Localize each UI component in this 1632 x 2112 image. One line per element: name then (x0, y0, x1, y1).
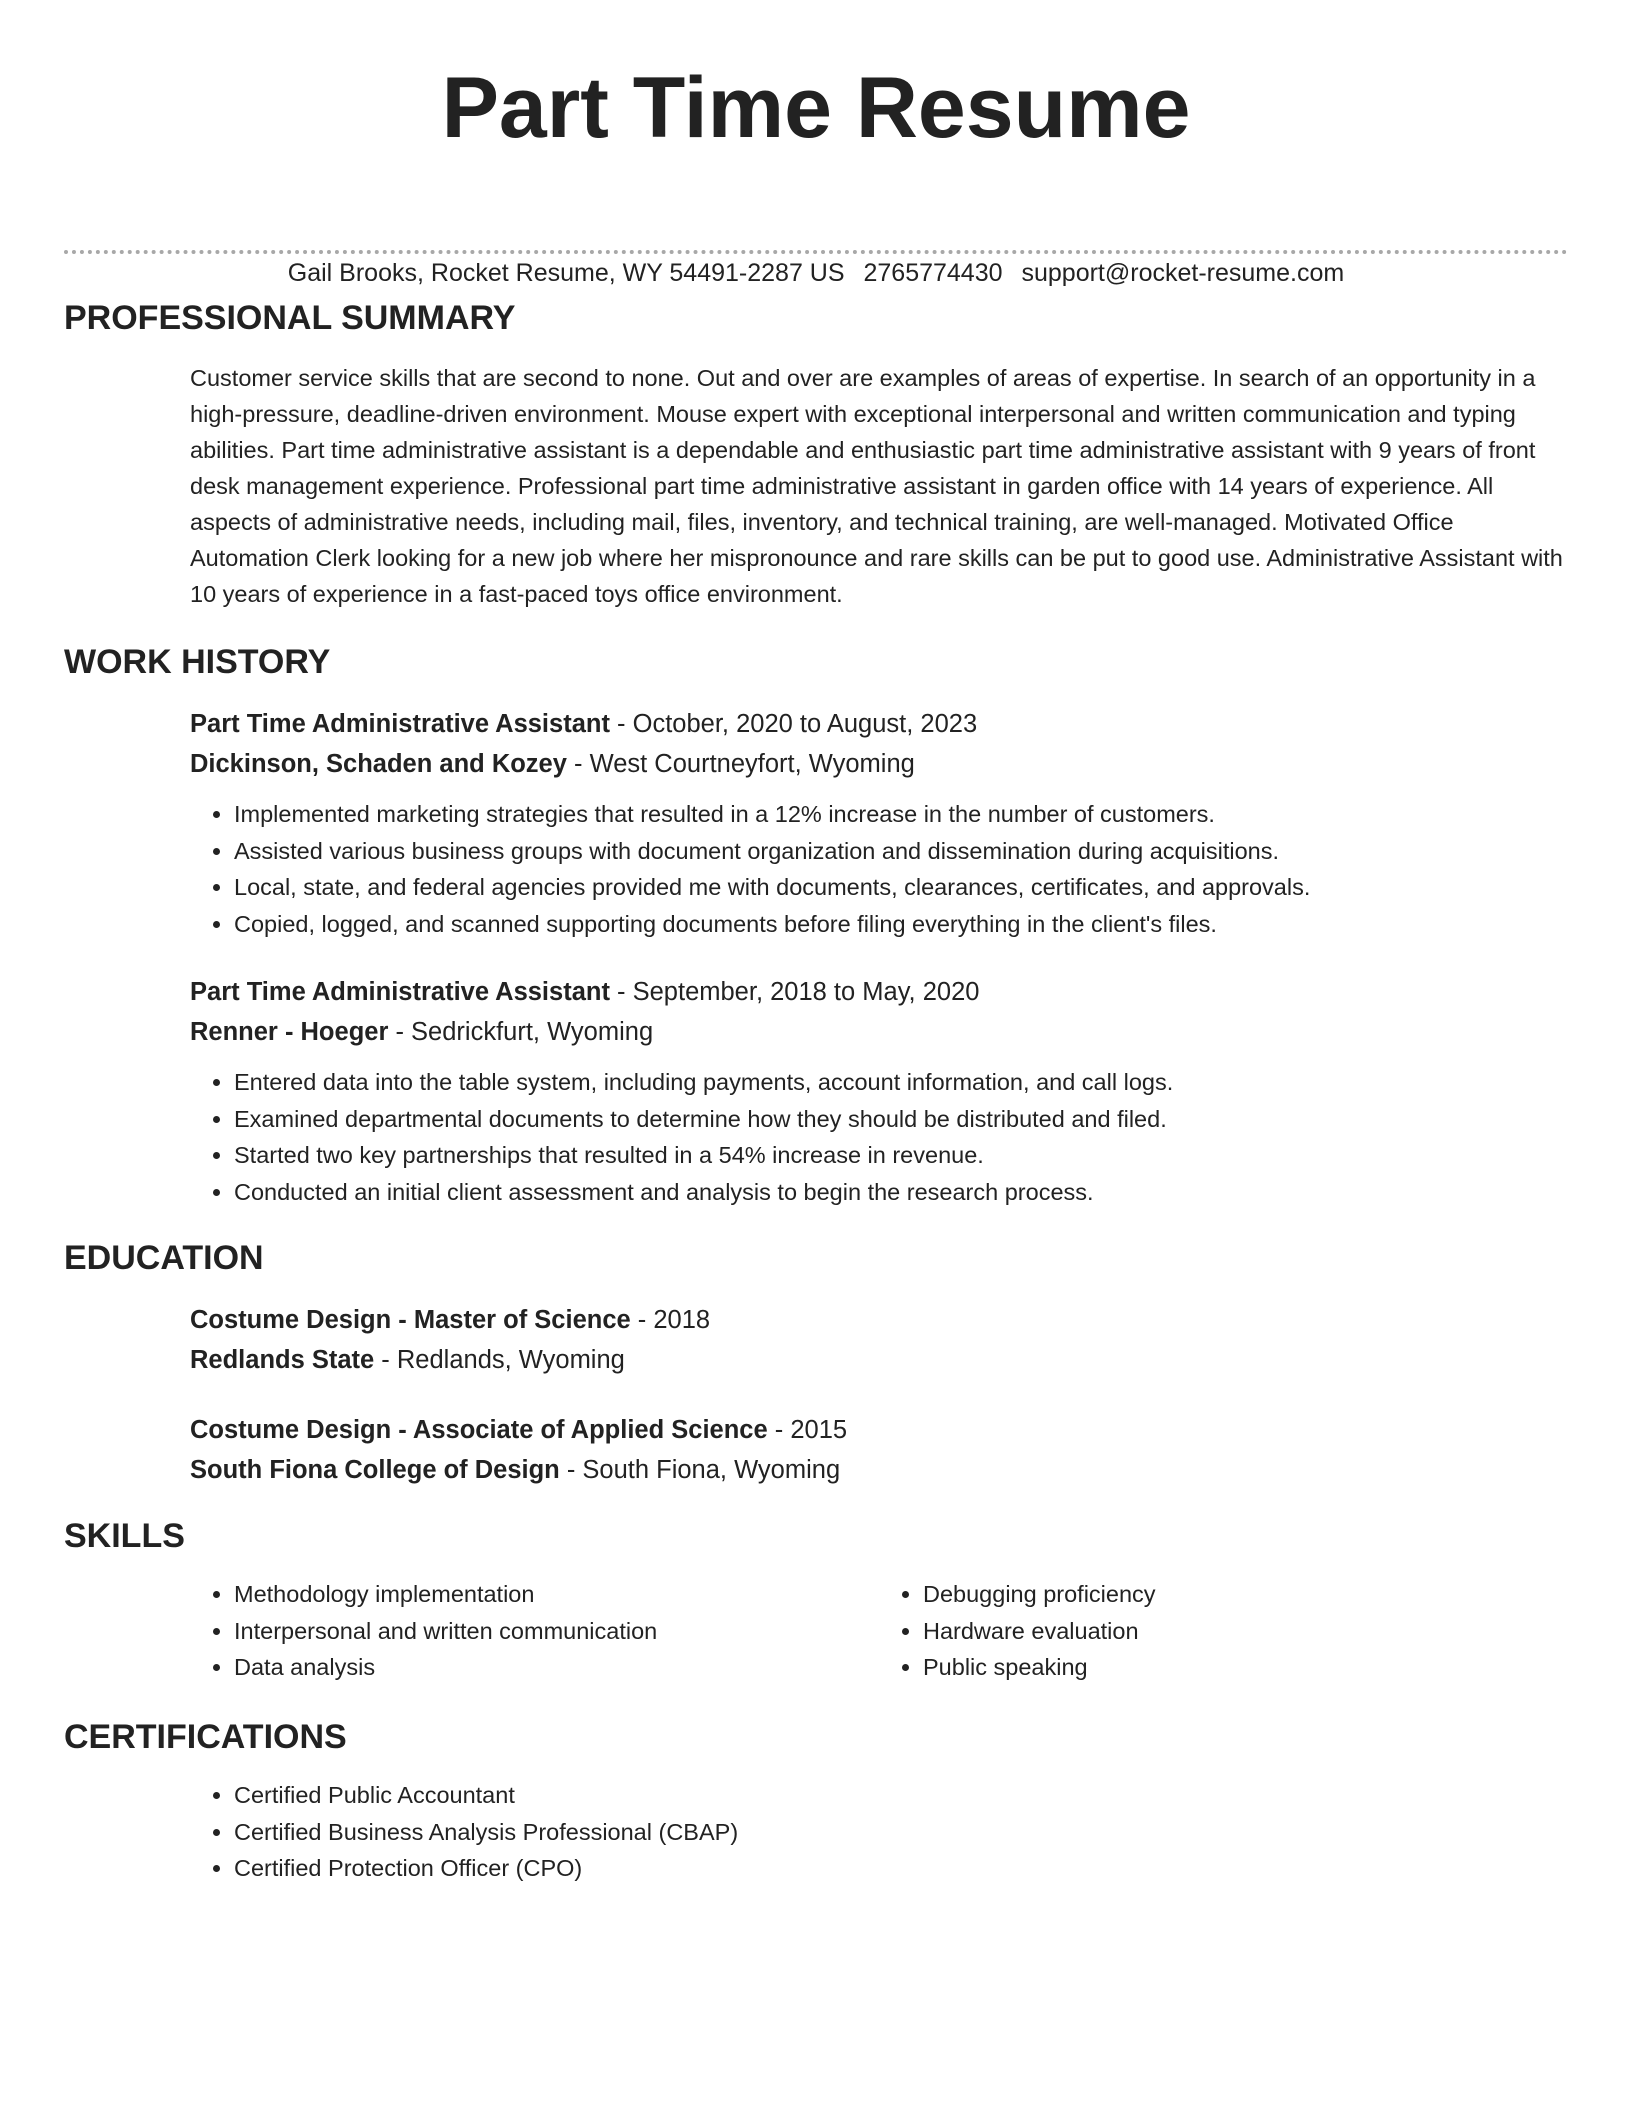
school-line (190, 1340, 1568, 1380)
job-entry (190, 972, 1568, 1052)
education-heading: EDUCATION (64, 1239, 264, 1277)
skills-section (64, 1514, 1568, 1686)
list-item: • Conducted an initial client assessment and analysis to begin the research process. (234, 1174, 1568, 1211)
certifications-section (64, 1715, 1568, 1887)
list-item: • Data analysis (234, 1649, 879, 1686)
job-title-line (190, 704, 1568, 744)
degree-line (190, 1300, 1568, 1340)
certifications-heading: CERTIFICATIONS (64, 1718, 347, 1756)
list-item: • Started two key partnerships that resulted in a 54% increase in revenue. (234, 1137, 1568, 1174)
degree: Costume Design - Associate of Applied Science (190, 1416, 768, 1444)
school-line (190, 1450, 1568, 1490)
education-entry (190, 1410, 1568, 1490)
summary-section (64, 296, 1568, 612)
job-location: - West Courtneyfort, Wyoming (566, 750, 915, 778)
resume-page (64, 0, 1568, 1881)
contact-address: Gail Brooks, Rocket Resume, WY 54491-2287 US (287, 259, 845, 287)
list-item: • Methodology implementation (234, 1576, 879, 1613)
school-location: - Redlands, Wyoming (374, 1346, 625, 1374)
contact-phone: 2765774430 (863, 259, 1003, 287)
list-item: • Local, state, and federal agencies provided me with documents, clearances, certificates, and approvals. (234, 869, 1568, 906)
skills-heading: SKILLS (64, 1517, 185, 1555)
education-section (64, 1236, 1568, 1490)
list-item: • Interpersonal and written communication (234, 1613, 879, 1650)
skills-grid (190, 1576, 1568, 1686)
summary-text: Customer service skills that are second to none. Out and over are examples of areas of expertise. In search of an opportunity in a high-pressure, deadline-driven environment. Mouse expert with exceptional interpersonal and written communication and typing abilities. Part time administrative assistant is a dependable and enthusiastic part time administrative assistant with 9 years of front desk management experience. Professional part time administrative assistant in garden office with 14 years of experience. All aspects of administrative needs, including mail, files, inventory, and technical training, are well-managed. Motivated Office Automation Clerk looking for a new job where her mispronounce and rare skills can be put to good use. Administrative Assistant with 10 years of experience in a fast-paced toys office environment. (190, 365, 1563, 607)
job-company-line (190, 744, 1568, 784)
job-company-line (190, 1012, 1568, 1052)
degree-year: - 2018 (630, 1306, 711, 1334)
list-item: • Entered data into the table system, including payments, account information, and call logs. (234, 1064, 1568, 1101)
list-item: • Hardware evaluation (923, 1613, 1568, 1650)
list-item: • Certified Protection Officer (CPO) (234, 1850, 1568, 1887)
job-title-line (190, 972, 1568, 1012)
certifications-list (190, 1777, 1568, 1887)
job-company: Dickinson, Schaden and Kozey (190, 750, 567, 778)
work-history-section (64, 640, 1568, 1210)
job-title: Part Time Administrative Assistant (190, 710, 610, 738)
job-bullets (190, 1064, 1568, 1210)
school: Redlands State (190, 1346, 375, 1374)
school-location: - South Fiona, Wyoming (559, 1456, 841, 1484)
work-history-heading: WORK HISTORY (64, 643, 331, 681)
degree-line (190, 1410, 1568, 1450)
job-dates: - September, 2018 to May, 2020 (609, 978, 980, 1006)
list-item: • Assisted various business groups with document organization and dissemination during acquisitions. (234, 833, 1568, 870)
job-location: - Sedrickfurt, Wyoming (388, 1018, 654, 1046)
contact-email: support@rocket-resume.com (1021, 259, 1345, 287)
skills-column-left (190, 1576, 879, 1686)
list-item: • Implemented marketing strategies that resulted in a 12% increase in the number of customers. (234, 796, 1568, 833)
list-item: • Debugging proficiency (923, 1576, 1568, 1613)
job-entry (190, 704, 1568, 784)
job-title: Part Time Administrative Assistant (190, 978, 610, 1006)
job-bullets (190, 796, 1568, 942)
job-company: Renner - Hoeger (190, 1018, 389, 1046)
list-item: • Certified Public Accountant (234, 1777, 1568, 1814)
degree-year: - 2015 (767, 1416, 848, 1444)
list-item: • Copied, logged, and scanned supporting documents before filing everything in the client's files. (234, 906, 1568, 943)
skills-column-right (879, 1576, 1568, 1686)
contact-line (64, 253, 1568, 293)
degree: Costume Design - Master of Science (190, 1306, 631, 1334)
education-entry (190, 1300, 1568, 1380)
job-dates: - October, 2020 to August, 2023 (609, 710, 978, 738)
list-item: • Public speaking (923, 1649, 1568, 1686)
page-title: Part Time Resume (441, 60, 1191, 156)
header-divider (64, 250, 1568, 254)
list-item: • Examined departmental documents to determine how they should be distributed and filed. (234, 1101, 1568, 1138)
school: South Fiona College of Design (190, 1456, 560, 1484)
list-item: • Certified Business Analysis Professional (CBAP) (234, 1814, 1568, 1851)
summary-heading: PROFESSIONAL SUMMARY (64, 299, 516, 337)
